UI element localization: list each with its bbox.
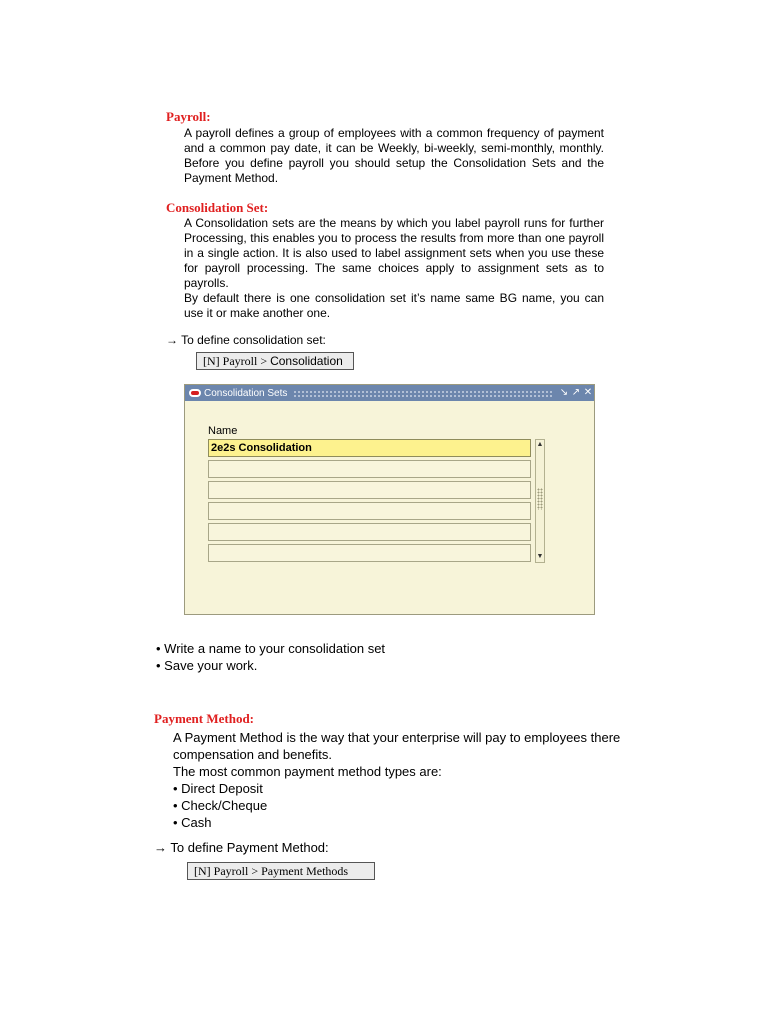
payment-nav-path: [N] Payroll > Payment Methods [187,862,375,880]
nav-prefix: [N] Payroll > [203,354,271,368]
define-consolidation-line [166,333,326,348]
define-payment-line [154,839,329,856]
maximize-icon[interactable]: ↗ [571,387,581,398]
list-item: • Cash [173,815,212,830]
titlebar-grip [293,390,552,397]
payroll-paragraph: A payroll defines a group of employees with a common frequency of payment and a common pay date, it can be Weekly, bi-weekly, semi-monthly, monthly. Before you define payroll you should setup the Consolidation Sets and the Payment Method. [184,126,604,185]
list-item: • Write a name to your consolidation set [156,641,386,656]
name-column-label: Name [208,425,238,437]
name-field-row-2[interactable] [208,460,531,478]
consolidation-default-paragraph: By default there is one consolidation set it’s name same BG name, you can use it or make another one. [184,291,604,320]
consolidation-paragraph: A Consolidation sets are the means by which you label payroll runs for further Processing, this enables you to process the results from more than one payroll in a single action. It is also used to label assignment sets when you use these for payroll processing. The same choices apply to assignment sets as to payrolls. [184,216,604,290]
vertical-scrollbar[interactable] [535,439,545,563]
payment-method-text [173,729,643,831]
payment-method-heading: Payment Method: [154,711,255,726]
list-item: • Direct Deposit [173,781,263,796]
minimize-icon[interactable]: ↘ [559,387,569,398]
scroll-down-icon[interactable]: ▼ [536,553,544,560]
payment-line-1: A Payment Method is the way that your enterprise will pay to employees there [173,730,621,745]
name-field-row-5[interactable] [208,523,531,541]
arrow-right-icon: → [154,840,167,855]
consolidation-nav-path [196,352,354,370]
close-icon[interactable]: ✕ [583,387,593,398]
consolidation-heading: Consolidation Set: [166,200,269,215]
name-field-row-3[interactable] [208,481,531,499]
name-field-row-6[interactable] [208,544,531,562]
define-payment-label: To define Payment Method: [170,840,329,855]
window-titlebar[interactable] [185,385,594,401]
payment-line-3: The most common payment method types are: [173,764,442,779]
list-item: • Save your work. [156,658,258,673]
define-consolidation-label: To define consolidation set: [181,333,326,347]
window-title: Consolidation Sets [204,387,288,399]
payroll-heading: Payroll: [166,109,211,124]
arrow-right-icon: → [166,333,178,347]
oracle-logo-icon [189,389,201,397]
name-field-row-4[interactable] [208,502,531,520]
payment-line-2: compensation and benefits. [173,747,332,762]
scroll-grip[interactable] [537,488,543,510]
name-field-row-1[interactable]: 2e2s Consolidation [208,439,531,457]
scroll-up-icon[interactable]: ▲ [536,441,544,448]
instruction-list [156,640,385,674]
consolidation-sets-window [184,384,595,615]
nav-target: Consolidation [270,354,343,368]
list-item: • Check/Cheque [173,798,268,813]
